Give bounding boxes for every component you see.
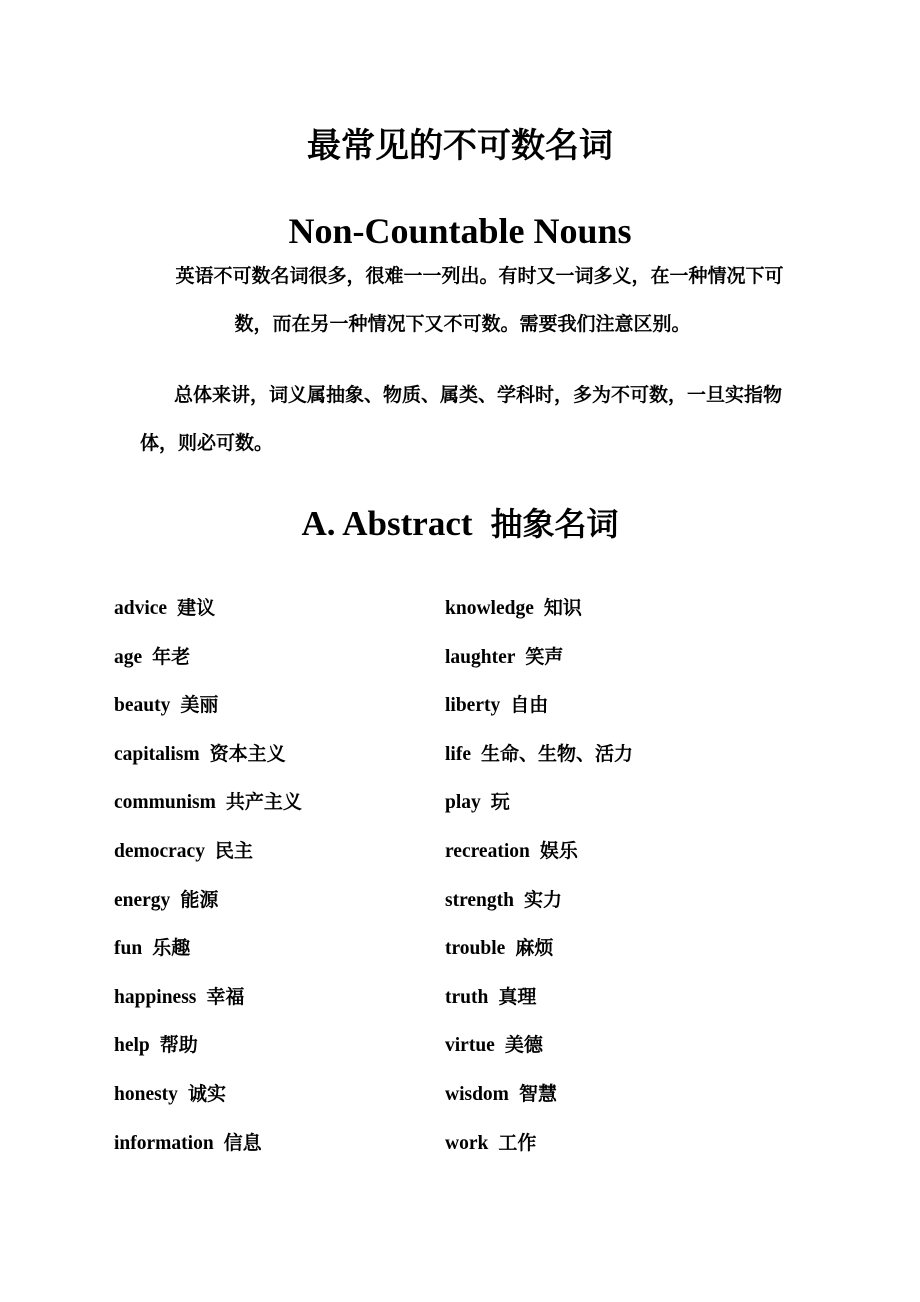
- intro-paragraph-1-text: 英语不可数名词很多，很难一一列出。有时又一词多义，在一种情况下可数，而在另一种情况下又不可数。需要我们注意区别。: [175, 265, 784, 335]
- vocabulary-row: [114, 831, 434, 880]
- vocabulary-row: [445, 928, 805, 977]
- vocabulary-row: [445, 782, 805, 831]
- vocab-meaning: 诚实: [187, 1082, 226, 1105]
- vocab-meaning: 工作: [498, 1131, 537, 1154]
- vocab-word: recreation: [445, 840, 530, 862]
- vocabulary-row: [445, 880, 805, 929]
- vocab-meaning: 幸福: [206, 985, 245, 1008]
- section-heading-english: A. Abstract: [301, 504, 473, 543]
- intro-paragraph-2: [140, 371, 790, 467]
- vocab-meaning: 自由: [510, 694, 549, 717]
- vocab-word: energy: [114, 889, 171, 911]
- vocabulary-row: [445, 1025, 805, 1074]
- vocabulary-row: [445, 1074, 805, 1123]
- vocabulary-row: [114, 880, 434, 929]
- vocabulary-row: [114, 685, 434, 734]
- vocab-word: capitalism: [114, 743, 200, 765]
- vocab-word: age: [114, 646, 143, 668]
- section-heading: [0, 498, 920, 550]
- vocab-meaning: 麻烦: [515, 937, 554, 960]
- vocab-word: beauty: [114, 695, 171, 717]
- vocabulary-row: [114, 782, 434, 831]
- vocab-word: communism: [114, 792, 216, 814]
- vocabulary-row: [114, 588, 434, 637]
- vocab-meaning: 实力: [523, 888, 562, 911]
- vocab-meaning: 年老: [152, 645, 191, 668]
- vocab-word: wisdom: [445, 1083, 509, 1105]
- intro-paragraph-1: [140, 252, 785, 348]
- vocab-meaning: 玩: [490, 791, 510, 814]
- section-heading-chinese: 抽象名词: [490, 505, 619, 543]
- vocab-meaning: 笑声: [525, 645, 564, 668]
- vocabulary-row: [114, 734, 434, 783]
- vocabulary-row: [445, 685, 805, 734]
- vocab-word: laughter: [445, 646, 516, 668]
- vocabulary-row: [445, 734, 805, 783]
- vocab-word: fun: [114, 938, 143, 960]
- vocab-word: democracy: [114, 840, 205, 862]
- vocabulary-row: [114, 637, 434, 686]
- vocab-word: advice: [114, 598, 168, 619]
- vocabulary-row: [114, 1074, 434, 1123]
- page-title-chinese: 最常见的不可数名词: [307, 126, 613, 166]
- vocabulary-row: [445, 1123, 805, 1172]
- vocab-meaning: 能源: [180, 888, 219, 911]
- vocab-word: play: [445, 792, 481, 814]
- vocab-word: truth: [445, 986, 489, 1008]
- vocab-meaning: 民主: [214, 839, 253, 862]
- vocab-meaning: 共产主义: [225, 791, 302, 814]
- vocabulary-row: [114, 1123, 434, 1172]
- vocabulary-row: [445, 637, 805, 686]
- vocab-meaning: 智慧: [518, 1082, 557, 1105]
- vocabulary-list-left: [114, 588, 434, 1171]
- vocabulary-list-right: [445, 588, 805, 1171]
- vocabulary-row: [445, 977, 805, 1026]
- vocabulary-row: [445, 588, 805, 637]
- vocab-word: liberty: [445, 695, 501, 717]
- vocabulary-row: [114, 977, 434, 1026]
- page-title-english: Non-Countable Nouns: [288, 211, 632, 251]
- vocab-word: trouble: [445, 938, 506, 960]
- vocab-word: work: [445, 1132, 489, 1154]
- vocab-meaning: 知识: [543, 597, 582, 619]
- vocab-meaning: 资本主义: [209, 742, 286, 765]
- vocab-meaning: 乐趣: [152, 937, 191, 960]
- vocab-word: happiness: [114, 986, 197, 1008]
- vocab-meaning: 娱乐: [539, 839, 578, 862]
- vocab-word: life: [445, 743, 471, 765]
- vocab-word: help: [114, 1035, 150, 1057]
- vocab-meaning: 建议: [177, 597, 216, 619]
- vocab-meaning: 美德: [504, 1034, 543, 1057]
- vocab-meaning: 生命、生物、活力: [480, 742, 633, 765]
- vocabulary-row: [114, 928, 434, 977]
- vocab-meaning: 美丽: [180, 694, 219, 717]
- vocab-word: knowledge: [445, 598, 534, 619]
- vocab-meaning: 信息: [223, 1131, 262, 1154]
- vocabulary-row: [445, 831, 805, 880]
- vocab-meaning: 帮助: [159, 1034, 198, 1057]
- vocab-word: honesty: [114, 1083, 178, 1105]
- vocab-word: virtue: [445, 1035, 495, 1057]
- intro-paragraph-2-text: 总体来讲，词义属抽象、物质、属类、学科时，多为不可数，一旦实指物体，则必可数。: [140, 384, 783, 454]
- vocabulary-row: [114, 1025, 434, 1074]
- vocab-word: information: [114, 1132, 214, 1154]
- vocab-word: strength: [445, 889, 514, 911]
- vocab-meaning: 真理: [498, 985, 537, 1008]
